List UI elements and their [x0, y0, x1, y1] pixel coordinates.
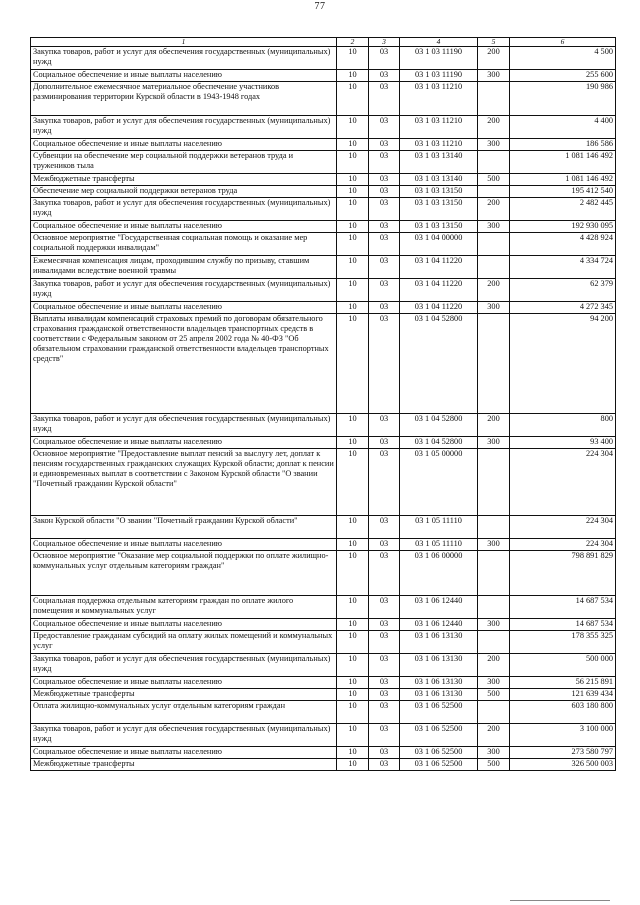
page-number: 77 — [314, 1, 326, 12]
row-subsection-cell: 03 — [369, 70, 400, 82]
row-subsection-cell: 03 — [369, 701, 400, 724]
table-row — [31, 654, 616, 677]
table-row — [31, 302, 616, 314]
row-subsection-cell: 03 — [369, 233, 400, 256]
row-target-article-cell: 03 1 06 52500 — [400, 747, 478, 759]
row-target-article-cell: 03 1 03 11210 — [400, 139, 478, 151]
row-expense-type-cell: 200 — [478, 198, 510, 221]
row-subsection-cell: 03 — [369, 116, 400, 139]
row-amount-cell: 195 412 540 — [510, 186, 616, 198]
row-section-cell: 10 — [337, 279, 369, 302]
row-section-cell: 10 — [337, 747, 369, 759]
row-target-article-cell: 03 1 06 00000 — [400, 551, 478, 596]
row-target-article-cell: 03 1 03 13140 — [400, 151, 478, 174]
row-subsection-cell: 03 — [369, 677, 400, 689]
row-subsection-cell: 03 — [369, 186, 400, 198]
row-expense-type-cell: 300 — [478, 677, 510, 689]
table-row — [31, 516, 616, 539]
row-target-article-cell: 03 1 06 13130 — [400, 631, 478, 654]
table-row — [31, 82, 616, 116]
row-section-cell: 10 — [337, 689, 369, 701]
row-expense-type-cell — [478, 314, 510, 414]
table-row — [31, 619, 616, 631]
row-name-cell: Основное мероприятие "Предоставление выплат пенсий за выслугу лет, доплат к пенсиям государственных гражданских служащих Курской области; доплат к пенсии и единовременных выплат в соответствии с Законом Курской области "О звании "Почетный гражданин Курской области" — [31, 449, 337, 516]
row-subsection-cell: 03 — [369, 174, 400, 186]
row-subsection-cell: 03 — [369, 654, 400, 677]
row-expense-type-cell — [478, 186, 510, 198]
row-subsection-cell: 03 — [369, 551, 400, 596]
row-name-cell: Выплаты инвалидам компенсаций страховых премий по договорам обязательного страхования гражданской ответственности владельцев транспортных средств в соответствии с Федеральным законом от 25 апреля 2002 года № 40-ФЗ "Об обязательном страховании гражданской ответственности владельцев транспортных средств" — [31, 314, 337, 414]
header-cell-subsection: 3 — [369, 38, 400, 47]
row-expense-type-cell: 500 — [478, 689, 510, 701]
row-name-cell: Обеспечение мер социальной поддержки ветеранов труда — [31, 186, 337, 198]
row-name-cell: Закон Курской области "О звании "Почетный гражданин Курской области" — [31, 516, 337, 539]
row-amount-cell: 56 215 891 — [510, 677, 616, 689]
row-target-article-cell: 03 1 03 13150 — [400, 221, 478, 233]
row-target-article-cell: 03 1 05 11110 — [400, 516, 478, 539]
row-name-cell: Дополнительное ежемесячное материальное обеспечение участников разминирования территории Курской области в 1943-1948 годах — [31, 82, 337, 116]
row-target-article-cell: 03 1 04 11220 — [400, 302, 478, 314]
row-name-cell: Субвенции на обеспечение мер социальной поддержки ветеранов труда и тружеников тыла — [31, 151, 337, 174]
row-amount-cell: 255 600 — [510, 70, 616, 82]
table-row — [31, 551, 616, 596]
row-name-cell: Межбюджетные трансферты — [31, 174, 337, 186]
header-cell-name: 1 — [31, 38, 337, 47]
row-subsection-cell: 03 — [369, 279, 400, 302]
row-section-cell: 10 — [337, 414, 369, 437]
row-section-cell: 10 — [337, 724, 369, 747]
row-name-cell: Закупка товаров, работ и услуг для обеспечения государственных (муниципальных) нужд — [31, 198, 337, 221]
row-section-cell: 10 — [337, 437, 369, 449]
row-section-cell: 10 — [337, 47, 369, 70]
row-amount-cell: 500 000 — [510, 654, 616, 677]
row-section-cell: 10 — [337, 174, 369, 186]
row-amount-cell: 190 986 — [510, 82, 616, 116]
row-section-cell: 10 — [337, 449, 369, 516]
row-expense-type-cell: 300 — [478, 747, 510, 759]
row-target-article-cell: 03 1 04 52800 — [400, 314, 478, 414]
row-expense-type-cell — [478, 233, 510, 256]
table-row — [31, 116, 616, 139]
row-amount-cell: 4 272 345 — [510, 302, 616, 314]
row-target-article-cell: 03 1 03 11210 — [400, 82, 478, 116]
table-row — [31, 233, 616, 256]
row-name-cell: Ежемесячная компенсация лицам, проходившим службу по призыву, ставшим инвалидами вследствие военной травмы — [31, 256, 337, 279]
row-amount-cell: 93 400 — [510, 437, 616, 449]
row-expense-type-cell — [478, 82, 510, 116]
row-expense-type-cell: 500 — [478, 174, 510, 186]
row-name-cell: Социальное обеспечение и иные выплаты населению — [31, 139, 337, 151]
row-subsection-cell: 03 — [369, 302, 400, 314]
row-target-article-cell: 03 1 06 52500 — [400, 701, 478, 724]
row-expense-type-cell: 300 — [478, 539, 510, 551]
row-amount-cell: 4 400 — [510, 116, 616, 139]
row-section-cell: 10 — [337, 302, 369, 314]
row-section-cell: 10 — [337, 139, 369, 151]
row-subsection-cell: 03 — [369, 221, 400, 233]
row-amount-cell: 4 500 — [510, 47, 616, 70]
row-section-cell: 10 — [337, 70, 369, 82]
row-amount-cell: 224 304 — [510, 516, 616, 539]
row-expense-type-cell: 300 — [478, 437, 510, 449]
row-section-cell: 10 — [337, 198, 369, 221]
table-row — [31, 198, 616, 221]
table-row — [31, 437, 616, 449]
row-section-cell: 10 — [337, 619, 369, 631]
row-name-cell: Закупка товаров, работ и услуг для обеспечения государственных (муниципальных) нужд — [31, 414, 337, 437]
row-target-article-cell: 03 1 03 13140 — [400, 174, 478, 186]
row-section-cell: 10 — [337, 701, 369, 724]
row-name-cell: Закупка товаров, работ и услуг для обеспечения государственных (муниципальных) нужд — [31, 279, 337, 302]
row-expense-type-cell — [478, 701, 510, 724]
row-section-cell: 10 — [337, 551, 369, 596]
row-subsection-cell: 03 — [369, 198, 400, 221]
row-target-article-cell: 03 1 04 52800 — [400, 414, 478, 437]
row-subsection-cell: 03 — [369, 437, 400, 449]
row-expense-type-cell — [478, 256, 510, 279]
row-subsection-cell: 03 — [369, 596, 400, 619]
row-expense-type-cell: 300 — [478, 139, 510, 151]
row-target-article-cell: 03 1 03 13150 — [400, 198, 478, 221]
row-name-cell: Предоставление гражданам субсидий на оплату жилых помещений и коммунальных услуг — [31, 631, 337, 654]
row-subsection-cell: 03 — [369, 759, 400, 771]
row-target-article-cell: 03 1 04 11220 — [400, 256, 478, 279]
row-subsection-cell: 03 — [369, 619, 400, 631]
table-row — [31, 221, 616, 233]
row-subsection-cell: 03 — [369, 139, 400, 151]
row-section-cell: 10 — [337, 82, 369, 116]
row-section-cell: 10 — [337, 539, 369, 551]
table-row — [31, 689, 616, 701]
row-expense-type-cell: 300 — [478, 619, 510, 631]
row-name-cell: Социальное обеспечение и иные выплаты населению — [31, 677, 337, 689]
row-expense-type-cell — [478, 516, 510, 539]
row-name-cell: Оплата жилищно-коммунальных услуг отдельным категориям граждан — [31, 701, 337, 724]
row-target-article-cell: 03 1 06 12440 — [400, 596, 478, 619]
table-row — [31, 314, 616, 414]
row-subsection-cell: 03 — [369, 516, 400, 539]
row-expense-type-cell: 200 — [478, 414, 510, 437]
table-row — [31, 47, 616, 70]
row-section-cell: 10 — [337, 631, 369, 654]
row-amount-cell: 326 500 003 — [510, 759, 616, 771]
row-expense-type-cell: 300 — [478, 70, 510, 82]
row-amount-cell: 178 355 325 — [510, 631, 616, 654]
row-name-cell: Закупка товаров, работ и услуг для обеспечения государственных (муниципальных) нужд — [31, 47, 337, 70]
row-target-article-cell: 03 1 04 52800 — [400, 437, 478, 449]
row-target-article-cell: 03 1 05 11110 — [400, 539, 478, 551]
row-target-article-cell: 03 1 05 00000 — [400, 449, 478, 516]
row-target-article-cell: 03 1 04 11220 — [400, 279, 478, 302]
footer-rule — [510, 900, 610, 901]
row-name-cell: Закупка товаров, работ и услуг для обеспечения государственных (муниципальных) нужд — [31, 116, 337, 139]
row-target-article-cell: 03 1 06 13130 — [400, 677, 478, 689]
row-amount-cell: 224 304 — [510, 539, 616, 551]
row-amount-cell: 603 180 800 — [510, 701, 616, 724]
row-amount-cell: 2 482 445 — [510, 198, 616, 221]
table-row — [31, 701, 616, 724]
row-subsection-cell: 03 — [369, 414, 400, 437]
row-expense-type-cell: 200 — [478, 47, 510, 70]
row-subsection-cell: 03 — [369, 724, 400, 747]
row-section-cell: 10 — [337, 759, 369, 771]
table-row — [31, 70, 616, 82]
table-row — [31, 449, 616, 516]
row-target-article-cell: 03 1 03 13150 — [400, 186, 478, 198]
row-name-cell: Основное мероприятие "Государственная социальная помощь и оказание мер социальной поддержки инвалидам" — [31, 233, 337, 256]
row-subsection-cell: 03 — [369, 256, 400, 279]
row-name-cell: Социальное обеспечение и иные выплаты населению — [31, 221, 337, 233]
row-section-cell: 10 — [337, 233, 369, 256]
row-name-cell: Межбюджетные трансферты — [31, 689, 337, 701]
row-subsection-cell: 03 — [369, 539, 400, 551]
table-row — [31, 759, 616, 771]
row-amount-cell: 1 081 146 492 — [510, 174, 616, 186]
table-row — [31, 151, 616, 174]
row-amount-cell: 273 580 797 — [510, 747, 616, 759]
row-name-cell: Социальное обеспечение и иные выплаты населению — [31, 70, 337, 82]
row-name-cell: Основное мероприятие "Оказание мер социальной поддержки по оплате жилищно-коммунальных услуг отдельным категориям граждан" — [31, 551, 337, 596]
row-section-cell: 10 — [337, 314, 369, 414]
row-subsection-cell: 03 — [369, 689, 400, 701]
row-subsection-cell: 03 — [369, 314, 400, 414]
table-row — [31, 279, 616, 302]
header-cell-expense-type: 5 — [478, 38, 510, 47]
row-section-cell: 10 — [337, 654, 369, 677]
table-row — [31, 174, 616, 186]
row-expense-type-cell: 200 — [478, 654, 510, 677]
row-amount-cell: 4 428 924 — [510, 233, 616, 256]
row-expense-type-cell — [478, 151, 510, 174]
row-name-cell: Закупка товаров, работ и услуг для обеспечения государственных (муниципальных) нужд — [31, 724, 337, 747]
row-expense-type-cell: 300 — [478, 302, 510, 314]
row-amount-cell: 798 891 829 — [510, 551, 616, 596]
row-section-cell: 10 — [337, 221, 369, 233]
row-name-cell: Социальное обеспечение и иные выплаты населению — [31, 539, 337, 551]
row-subsection-cell: 03 — [369, 449, 400, 516]
row-expense-type-cell — [478, 551, 510, 596]
row-expense-type-cell: 500 — [478, 759, 510, 771]
row-amount-cell: 94 200 — [510, 314, 616, 414]
row-section-cell: 10 — [337, 256, 369, 279]
row-subsection-cell: 03 — [369, 747, 400, 759]
row-target-article-cell: 03 1 06 52500 — [400, 724, 478, 747]
row-expense-type-cell — [478, 596, 510, 619]
row-amount-cell: 192 930 095 — [510, 221, 616, 233]
row-amount-cell: 224 304 — [510, 449, 616, 516]
row-subsection-cell: 03 — [369, 631, 400, 654]
row-amount-cell: 186 586 — [510, 139, 616, 151]
row-section-cell: 10 — [337, 151, 369, 174]
row-name-cell: Социальное обеспечение и иные выплаты населению — [31, 747, 337, 759]
row-subsection-cell: 03 — [369, 82, 400, 116]
header-cell-amount: 6 — [510, 38, 616, 47]
table-row — [31, 677, 616, 689]
row-section-cell: 10 — [337, 186, 369, 198]
row-name-cell: Социальное обеспечение и иные выплаты населению — [31, 302, 337, 314]
row-target-article-cell: 03 1 03 11190 — [400, 70, 478, 82]
table-row — [31, 256, 616, 279]
row-name-cell: Социальное обеспечение и иные выплаты населению — [31, 619, 337, 631]
row-subsection-cell: 03 — [369, 47, 400, 70]
row-name-cell: Социальное обеспечение и иные выплаты населению — [31, 437, 337, 449]
table-row — [31, 747, 616, 759]
table-row — [31, 414, 616, 437]
row-section-cell: 10 — [337, 596, 369, 619]
table-row — [31, 186, 616, 198]
header-cell-section: 2 — [337, 38, 369, 47]
row-expense-type-cell: 300 — [478, 221, 510, 233]
table-row — [31, 631, 616, 654]
row-expense-type-cell: 200 — [478, 724, 510, 747]
row-amount-cell: 3 100 000 — [510, 724, 616, 747]
row-amount-cell: 121 639 434 — [510, 689, 616, 701]
row-target-article-cell: 03 1 06 13130 — [400, 689, 478, 701]
row-name-cell: Межбюджетные трансферты — [31, 759, 337, 771]
row-target-article-cell: 03 1 06 52500 — [400, 759, 478, 771]
row-amount-cell: 1 081 146 492 — [510, 151, 616, 174]
row-target-article-cell: 03 1 06 12440 — [400, 619, 478, 631]
table-row — [31, 139, 616, 151]
table-row — [31, 539, 616, 551]
row-section-cell: 10 — [337, 116, 369, 139]
row-name-cell: Социальная поддержка отдельным категориям граждан по оплате жилого помещения и коммунальных услуг — [31, 596, 337, 619]
budget-table — [30, 37, 616, 771]
row-amount-cell: 4 334 724 — [510, 256, 616, 279]
row-expense-type-cell: 200 — [478, 116, 510, 139]
header-cell-target-article: 4 — [400, 38, 478, 47]
row-amount-cell: 800 — [510, 414, 616, 437]
row-section-cell: 10 — [337, 516, 369, 539]
row-target-article-cell: 03 1 04 00000 — [400, 233, 478, 256]
row-expense-type-cell — [478, 449, 510, 516]
header-row — [31, 38, 616, 47]
row-name-cell: Закупка товаров, работ и услуг для обеспечения государственных (муниципальных) нужд — [31, 654, 337, 677]
row-expense-type-cell — [478, 631, 510, 654]
row-amount-cell: 14 687 534 — [510, 619, 616, 631]
table-row — [31, 724, 616, 747]
row-target-article-cell: 03 1 06 13130 — [400, 654, 478, 677]
row-section-cell: 10 — [337, 677, 369, 689]
row-amount-cell: 14 687 534 — [510, 596, 616, 619]
row-target-article-cell: 03 1 03 11210 — [400, 116, 478, 139]
table-row — [31, 596, 616, 619]
row-subsection-cell: 03 — [369, 151, 400, 174]
row-amount-cell: 62 379 — [510, 279, 616, 302]
row-target-article-cell: 03 1 03 11190 — [400, 47, 478, 70]
row-expense-type-cell: 200 — [478, 279, 510, 302]
